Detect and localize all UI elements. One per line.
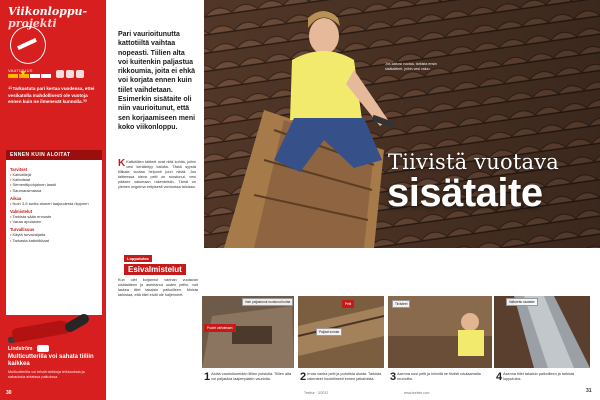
hero-caption: Jos kattosi vuotaa, tarkista ensin sisätaitteet, joihin vesi valuu. xyxy=(385,62,437,71)
callout-3: Tiivisteet xyxy=(392,300,410,308)
hammer-illustration-icon xyxy=(10,26,46,64)
intro-text: Pari vaurioitunutta kattotiiltä vaihtaa nopeasti. Tiilien alta voi kuitenkin paljastua rikkoumia, joita ei ehkä voi korjata ennen kuin tiilet vaihdetaan. Esimerkin sisätaite oli niin vaurioitunut, että sen korjaamiseen meni koko viikonloppu. xyxy=(118,31,196,131)
box-list-item: • Kattolistat xyxy=(10,177,31,183)
section-body: Kun olet korjannut vanhan vuotavan sisätaitteen ja asentanut uuden pellin, voit laskea tiilet takaisin paikoilleen. Muista tarkistaa, että tiilet eivät ole haljenneet. xyxy=(118,278,198,298)
ad-brand: Lindström xyxy=(8,346,33,352)
box-list-item: • Noin 3-5 tuntia alueen laajuudesta riippuen xyxy=(10,200,89,206)
section-tag: Lopputulos xyxy=(124,255,152,262)
difficulty-label: VAATIVUUS xyxy=(8,68,33,73)
footer-left: Teeitse · 3/2012 xyxy=(304,391,329,395)
step-2: 2 Irrota vanha pelti ja puhdista alusta. Tarkista rakenteet huolellisesti ennen jatkamista. xyxy=(300,371,382,383)
step-4: 4 Asenna tiilet takaisin paikoilleen ja tarkista lopputulos. xyxy=(496,371,575,383)
footer-right: www.teeitse.com xyxy=(404,391,430,395)
bullet-icon: • xyxy=(10,237,13,243)
bullet-icon: • xyxy=(10,177,13,183)
tool-icons xyxy=(56,70,84,78)
saw-icon xyxy=(56,70,64,78)
before-you-start-box xyxy=(6,150,102,315)
bullet-icon: • xyxy=(10,214,13,220)
box-list-item: • Käytä turvavaljaita xyxy=(10,232,46,238)
body-column: K Kattotiilien taitteet ovat niitä kohtia, joihin vesi kerääntyy katolta. Tästä syystä tiilikate vuotaa helposti juuri niistä. Jos taitteessa oleva pelti on ruostunut, vesi pääsee valumaan rakenteisiin. Tämä on yleinen ongelma erityisesti vanhoissa taloissa. xyxy=(118,158,196,190)
callout-2a: Pelti xyxy=(342,300,354,308)
box-section-heading: Aikaa xyxy=(10,195,22,201)
section-title: Esivalmistelut xyxy=(124,264,186,275)
sidebar xyxy=(0,0,106,400)
bullet-icon: • xyxy=(10,172,13,177)
step-photo-3 xyxy=(388,296,492,368)
step-photo-4 xyxy=(494,296,590,368)
ad-title: Multicutterilla voi sahata tiiliin kaikkea xyxy=(8,354,94,367)
box-title: ENNEN KUIN ALOITAT xyxy=(6,150,102,160)
headline-line-2: sisätaite xyxy=(387,171,543,215)
box-list-item: • Saumausmassa xyxy=(10,187,42,193)
bullet-icon: • xyxy=(10,182,13,188)
ladder-icon xyxy=(76,70,84,78)
difficulty-marker-icon xyxy=(20,71,26,75)
callout-1b: Puolet vaihdetaan xyxy=(204,324,236,332)
callout-1: Vain paljastunut ruostunut kohta xyxy=(242,298,293,306)
headline-line-1: Tiivistä vuotava xyxy=(388,150,560,174)
difficulty-meter xyxy=(8,74,52,78)
bullet-icon: • xyxy=(10,187,13,193)
bullet-icon: • xyxy=(10,219,13,225)
box-section-heading: Tarvitset xyxy=(10,167,28,172)
box-list-item: • Kattotiilejä xyxy=(10,172,31,177)
box-body xyxy=(6,160,102,243)
box-list-item: • Tarkista sään ennuste xyxy=(10,214,52,220)
step-photo-1 xyxy=(202,296,294,368)
step-3: 3 Asenna uusi pelti ja kiinnitä se tiiviisti naulaamalla reunoilta. xyxy=(390,371,481,383)
box-list-item: • Sementtipohjainen laasti xyxy=(10,182,57,188)
ad-text: Multicutterilla voi tehdä tarkkoja leikkauksia ja sahauksia ahtaissa paikoissa. xyxy=(8,370,85,379)
box-section-heading: Valmistelut xyxy=(10,209,33,215)
bullet-icon: • xyxy=(10,200,13,206)
bullet-icon: • xyxy=(10,232,13,238)
page-number-right: 31 xyxy=(586,388,592,394)
weekend-project-title: Viikonloppu- projekti xyxy=(8,5,88,30)
tip-quote: “Tarkastuta pari kertaa vuodessa, ettei vesikatolla mahdollisesti ole vuotoja ennen kuin ne ilmenevät kunnolla.” xyxy=(8,85,95,108)
callout-4: Vaihdettu sisätaite xyxy=(506,298,538,306)
callout-2b: Paljaat kohdat xyxy=(316,328,342,336)
box-list-item: • Tarkasta kattotikkaat xyxy=(10,237,49,243)
step-1: 1 Aloita vaurioituneiden tiilien poistolla. Tiilien alta voi paljastua laajempiakin vaurioita. xyxy=(204,371,292,383)
drill-icon xyxy=(66,70,74,78)
step-photo-2 xyxy=(298,296,384,368)
box-section-heading: Turvallisuus xyxy=(10,227,35,233)
brand-logo-icon xyxy=(37,345,49,352)
multicutter-tool-image xyxy=(8,316,98,344)
box-list-item: • Varaa apulainen xyxy=(10,219,42,225)
page-number-left: 30 xyxy=(6,390,12,396)
